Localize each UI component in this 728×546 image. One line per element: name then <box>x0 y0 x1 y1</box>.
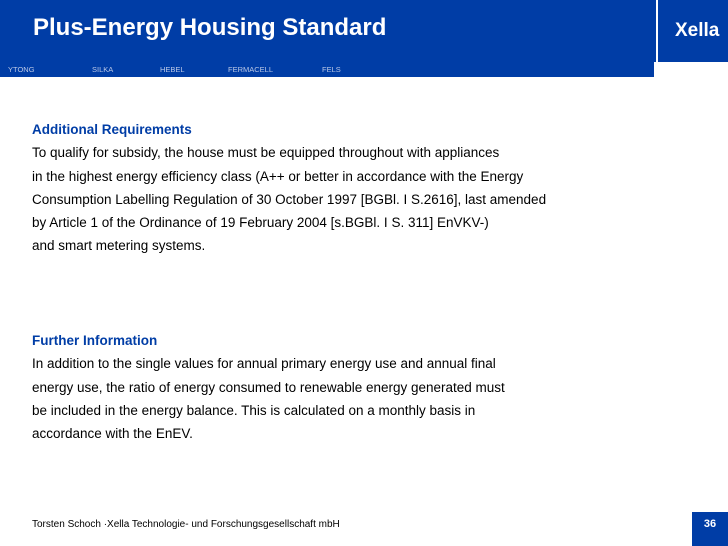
text-line: by Article 1 of the Ordinance of 19 February 2004 [s.BGBl. I S. 311] EnVKV-) <box>32 215 489 230</box>
text-line: To qualify for subsidy, the house must be equipped throughout with appliances <box>32 145 500 160</box>
xella-logo: Xella <box>675 20 720 41</box>
text-line: in the highest energy efficiency class (A++ or better in accordance with the Energy <box>32 169 524 184</box>
brand-silka: SILKA <box>92 65 114 74</box>
brand-fermacell: FERMACELL <box>228 65 274 74</box>
text-line: In addition to the single values for annual primary energy use and annual final <box>32 356 496 371</box>
text-line: and smart metering systems. <box>32 238 206 253</box>
footer-text: Torsten Schoch ·Xella Technologie- und Forschungsgesellschaft mbH <box>32 519 340 530</box>
text-line: Consumption Labelling Regulation of 30 October 1997 [BGBl. I S.2616], last amended <box>32 192 547 207</box>
brand-hebel: HEBEL <box>160 65 185 74</box>
brand-ytong: YTONG <box>8 65 35 74</box>
section-heading-requirements: Additional Requirements <box>32 122 192 137</box>
slide-title: Plus-Energy Housing Standard <box>33 14 387 41</box>
text-line: accordance with the EnEV. <box>32 426 193 441</box>
brand-fels: FELS <box>322 65 341 74</box>
page-number: 36 <box>703 518 717 530</box>
text-line: be included in the energy balance. This is calculated on a monthly basis in <box>32 403 476 418</box>
section-heading-further-info: Further Information <box>32 333 158 348</box>
text-line: energy use, the ratio of energy consumed to renewable energy generated must <box>32 380 505 395</box>
